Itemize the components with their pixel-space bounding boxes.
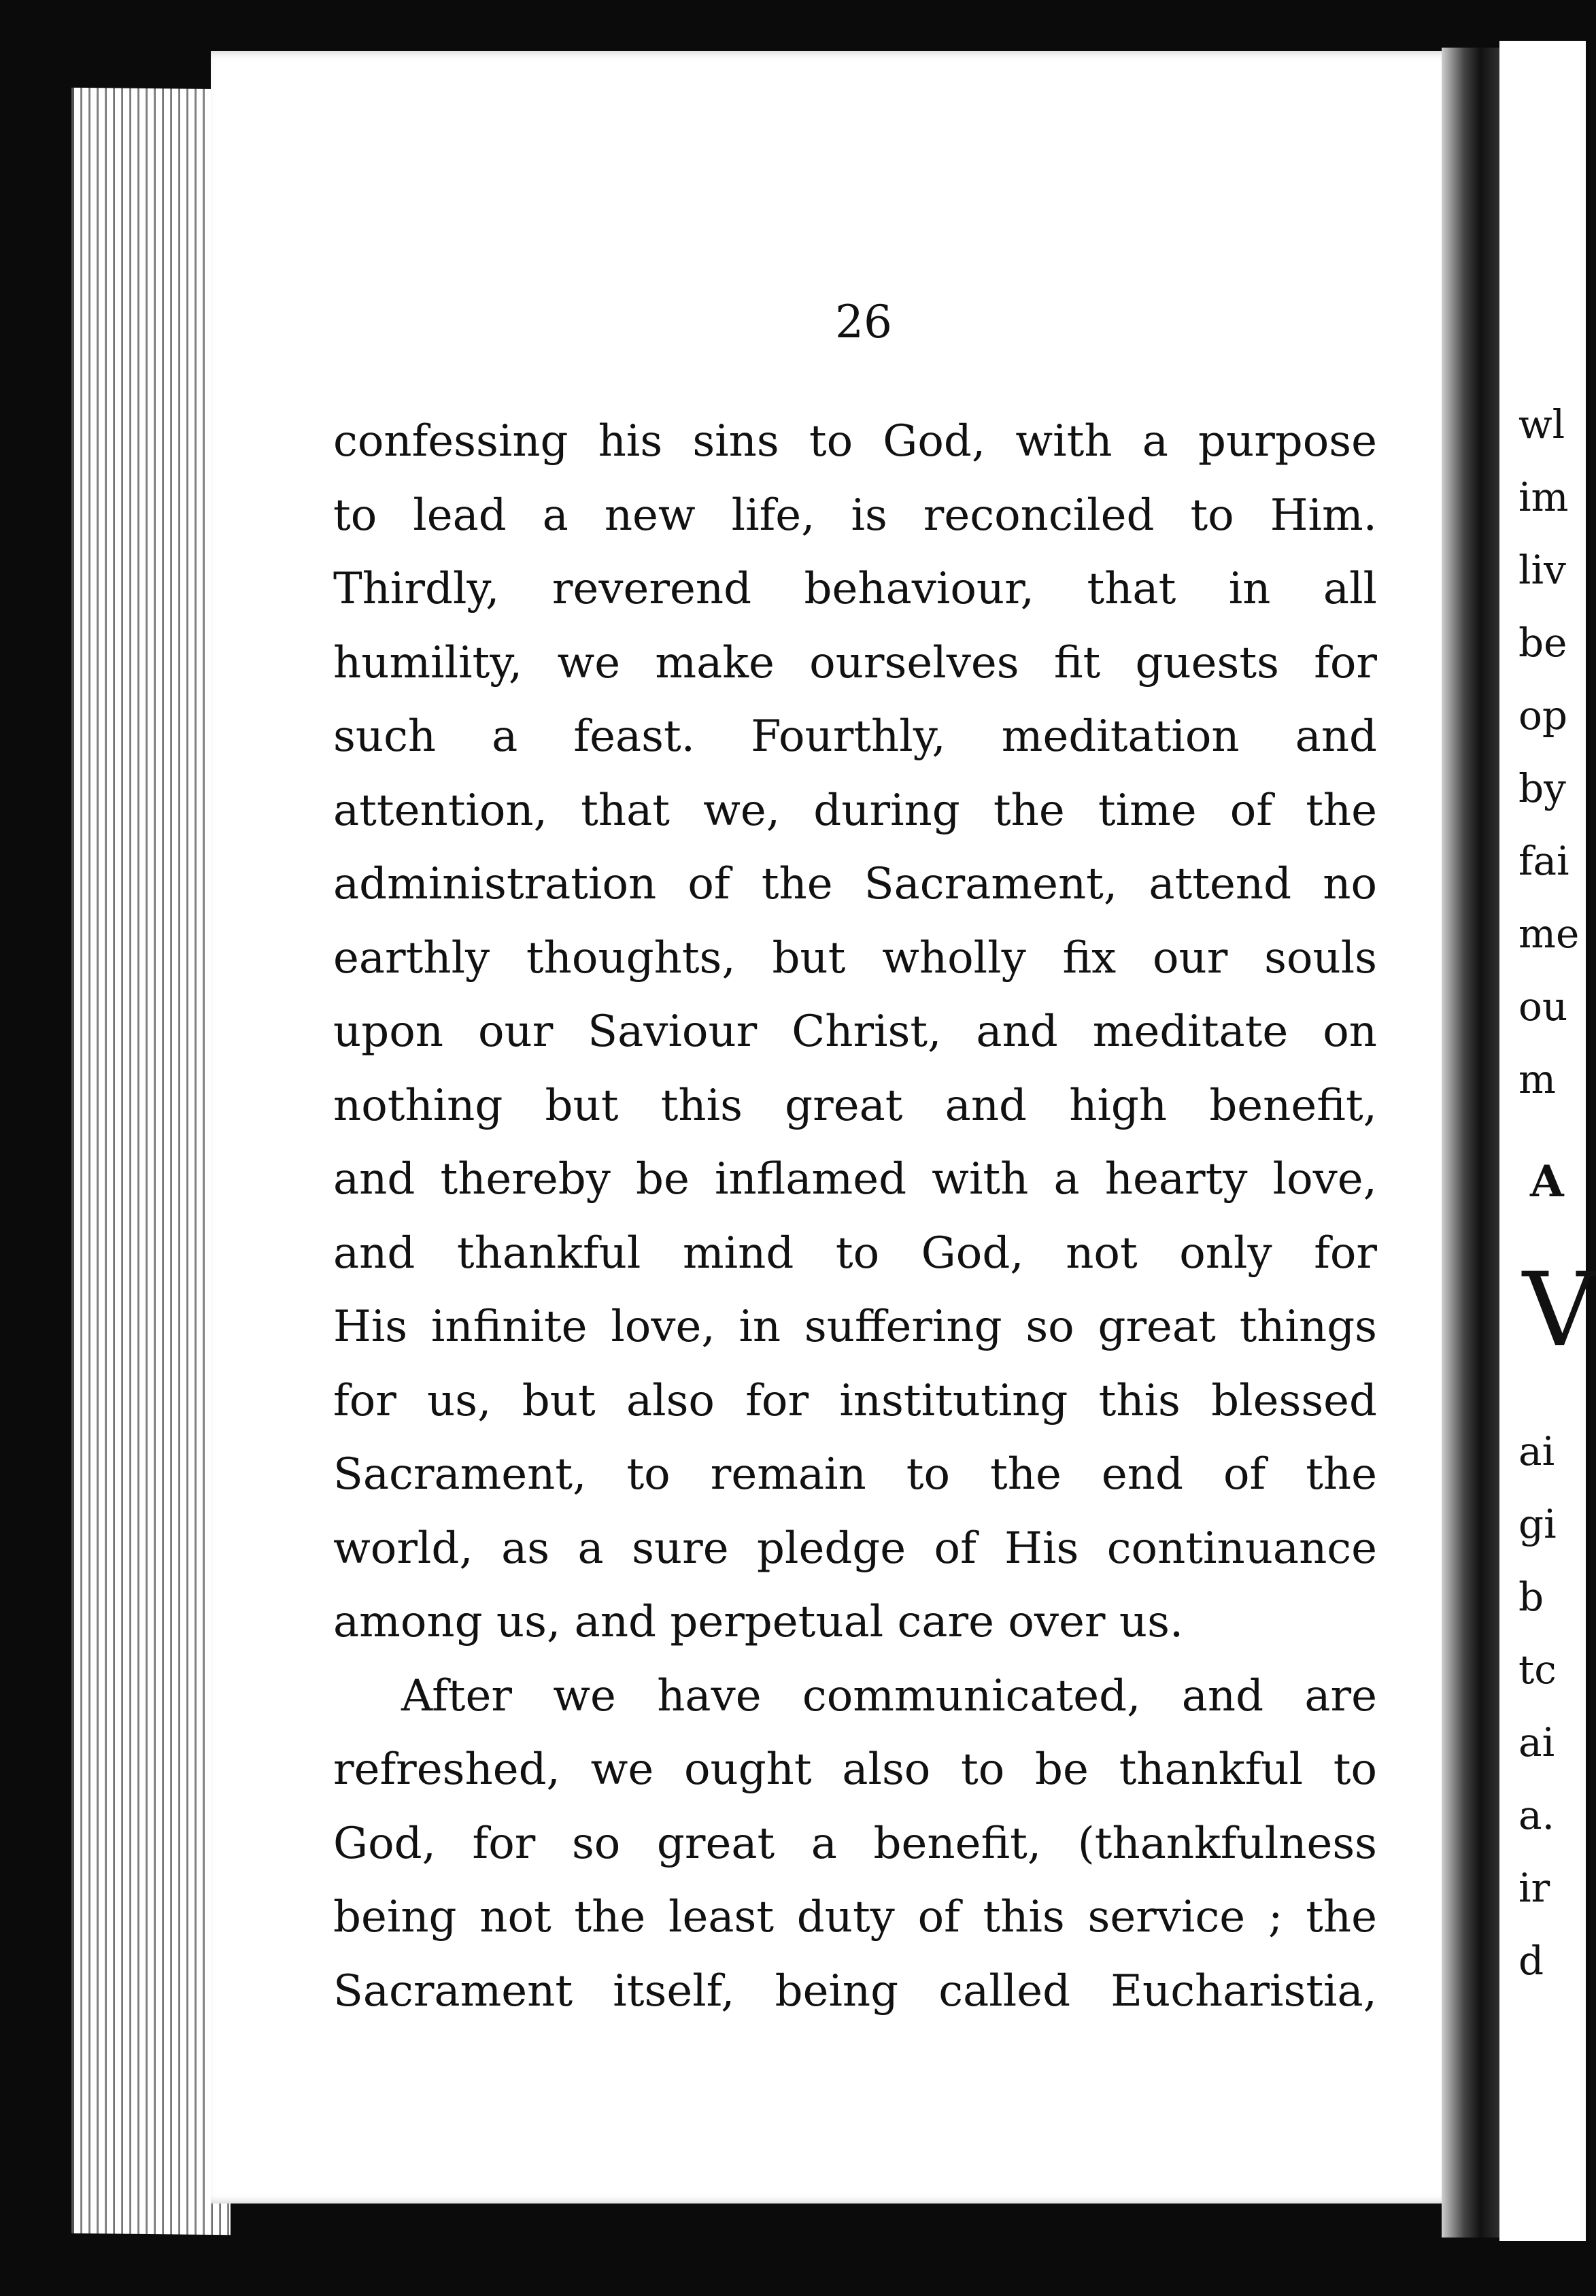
next-page-fragment: m (1518, 1056, 1556, 1102)
drop-cap: V (1523, 1251, 1596, 1370)
next-page-fragment: me (1518, 911, 1580, 957)
text-line: His infinite love, in suffering so great things (333, 1302, 1377, 1352)
page-edges (71, 88, 231, 2235)
text-line: God, for so great a benefit, (thankfulness (333, 1818, 1377, 1869)
next-page-fragment: im (1518, 474, 1569, 520)
right-page-edge (1499, 41, 1596, 2241)
next-page-fragment: b (1518, 1574, 1544, 1620)
text-line: such a feast. Fourthly, meditation and (333, 711, 1377, 762)
text-line: After we have communicated, and are (401, 1670, 1377, 1721)
text-line: refreshed, we ought also to be thankful to (333, 1744, 1377, 1795)
text-line: earthly thoughts, but wholly fix our souls (333, 932, 1377, 983)
text-line: confessing his sins to God, with a purpose (333, 416, 1377, 467)
next-page-fragment: ir (1518, 1865, 1550, 1911)
text-line: and thereby be inflamed with a hearty love, (333, 1154, 1377, 1204)
text-line: being not the least duty of this service ; the (333, 1892, 1377, 1942)
next-page-fragment: ai (1518, 1719, 1555, 1766)
next-page-fragment: fai (1518, 838, 1569, 884)
text-line: world, as a sure pledge of His continuance (333, 1523, 1377, 1574)
text-line: and thankful mind to God, not only for (333, 1228, 1377, 1279)
text-line: Sacrament, to remain to the end of the (333, 1449, 1377, 1500)
next-page-fragment: liv (1518, 547, 1566, 593)
next-page-fragment: be (1518, 620, 1567, 666)
text-line: to lead a new life, is reconciled to Him. (333, 490, 1377, 541)
text-line: among us, and perpetual care over us. (333, 1597, 1184, 1647)
text-line: administration of the Sacrament, attend no (333, 859, 1377, 909)
next-page-fragment: a. (1518, 1792, 1555, 1838)
text-line: for us, but also for instituting this blessed (333, 1375, 1377, 1426)
left-page (211, 51, 1469, 2204)
next-page-fragment: wl (1518, 401, 1565, 448)
text-line: humility, we make ourselves fit guests for (333, 637, 1377, 688)
next-page-fragment: tc (1518, 1647, 1557, 1693)
text-line: nothing but this great and high benefit, (333, 1080, 1377, 1131)
text-line: attention, that we, during the time of the (333, 785, 1377, 836)
text-line: Thirdly, reverend behaviour, that in all (333, 564, 1377, 614)
next-page-fragment: ai (1518, 1428, 1555, 1474)
text-line: upon our Saviour Christ, and meditate on (333, 1007, 1377, 1057)
gothic-initial: A (1530, 1156, 1564, 1207)
next-page-fragment: op (1518, 692, 1568, 739)
body-text (333, 405, 1377, 2028)
next-page-fragment: gi (1518, 1501, 1557, 1547)
page-number: 26 (835, 296, 892, 348)
text-line: Sacrament itself, being called Eucharistia, (333, 1965, 1377, 2016)
next-page-fragment: d (1518, 1938, 1544, 1984)
next-page-fragment: ou (1518, 983, 1568, 1030)
book-gutter (1442, 48, 1506, 2238)
next-page-fragment: by (1518, 765, 1566, 811)
